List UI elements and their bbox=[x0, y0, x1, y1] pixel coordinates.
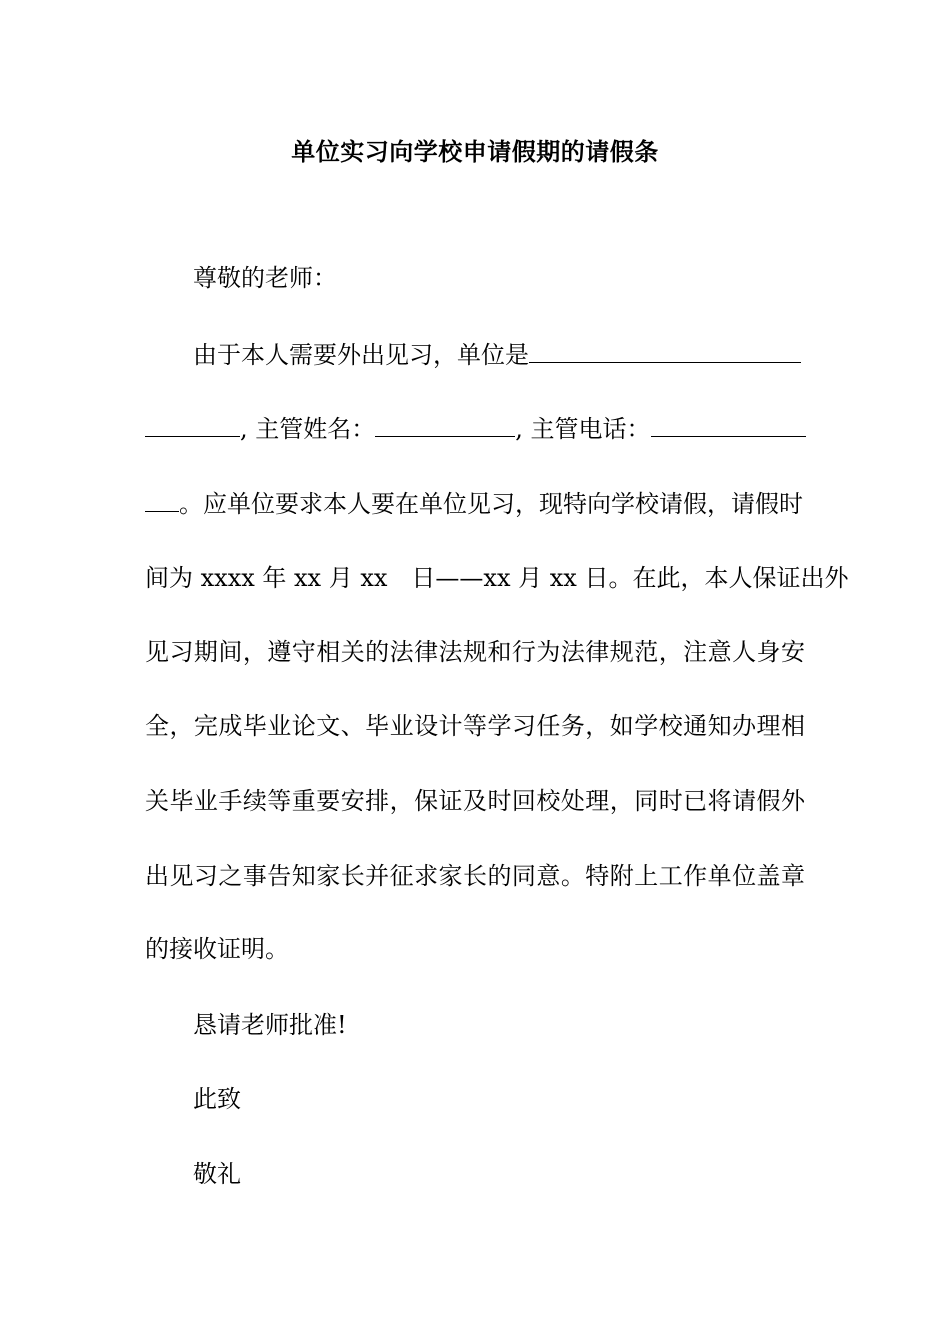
document-title: 单位实习向学校申请假期的请假条 bbox=[291, 137, 659, 166]
closing-greeting: 此致 bbox=[193, 1085, 241, 1113]
body-line-4: 间为 xxxx 年 xx 月 xx 日——xx 月 xx 日。在此，本人保证出外 bbox=[145, 564, 849, 592]
unit-name-blank-continued bbox=[145, 412, 240, 437]
body-line-5: 见习期间，遵守相关的法律法规和行为法律规范，注意人身安 bbox=[145, 638, 805, 666]
body-line-9: 的接收证明。 bbox=[145, 935, 289, 963]
body-line-6: 全，完成毕业论文、毕业设计等学习任务，如学校通知办理相 bbox=[145, 712, 805, 740]
unit-name-blank bbox=[529, 338, 801, 363]
supervisor-name-label: , 主管姓名： bbox=[240, 415, 376, 443]
closing-salute: 敬礼 bbox=[193, 1160, 241, 1188]
approval-request: 恳请老师批准! bbox=[193, 1011, 347, 1039]
body-line-1 bbox=[193, 338, 801, 371]
supervisor-phone-blank-continued bbox=[145, 487, 179, 512]
body-line-1-text: 由于本人需要外出见习，单位是 bbox=[193, 341, 529, 369]
supervisor-phone-blank bbox=[651, 412, 806, 437]
body-line-2 bbox=[145, 412, 806, 445]
body-line-3-text: 。应单位要求本人要在单位见习，现特向学校请假，请假时 bbox=[179, 490, 803, 518]
salutation: 尊敬的老师： bbox=[193, 264, 337, 292]
body-line-7: 关毕业手续等重要安排，保证及时回校处理，同时已将请假外 bbox=[145, 787, 805, 815]
body-line-8: 出见习之事告知家长并征求家长的同意。特附上工作单位盖章 bbox=[145, 862, 805, 890]
supervisor-name-blank bbox=[375, 412, 515, 437]
body-line-3 bbox=[145, 487, 803, 520]
supervisor-phone-label: , 主管电话： bbox=[515, 415, 651, 443]
